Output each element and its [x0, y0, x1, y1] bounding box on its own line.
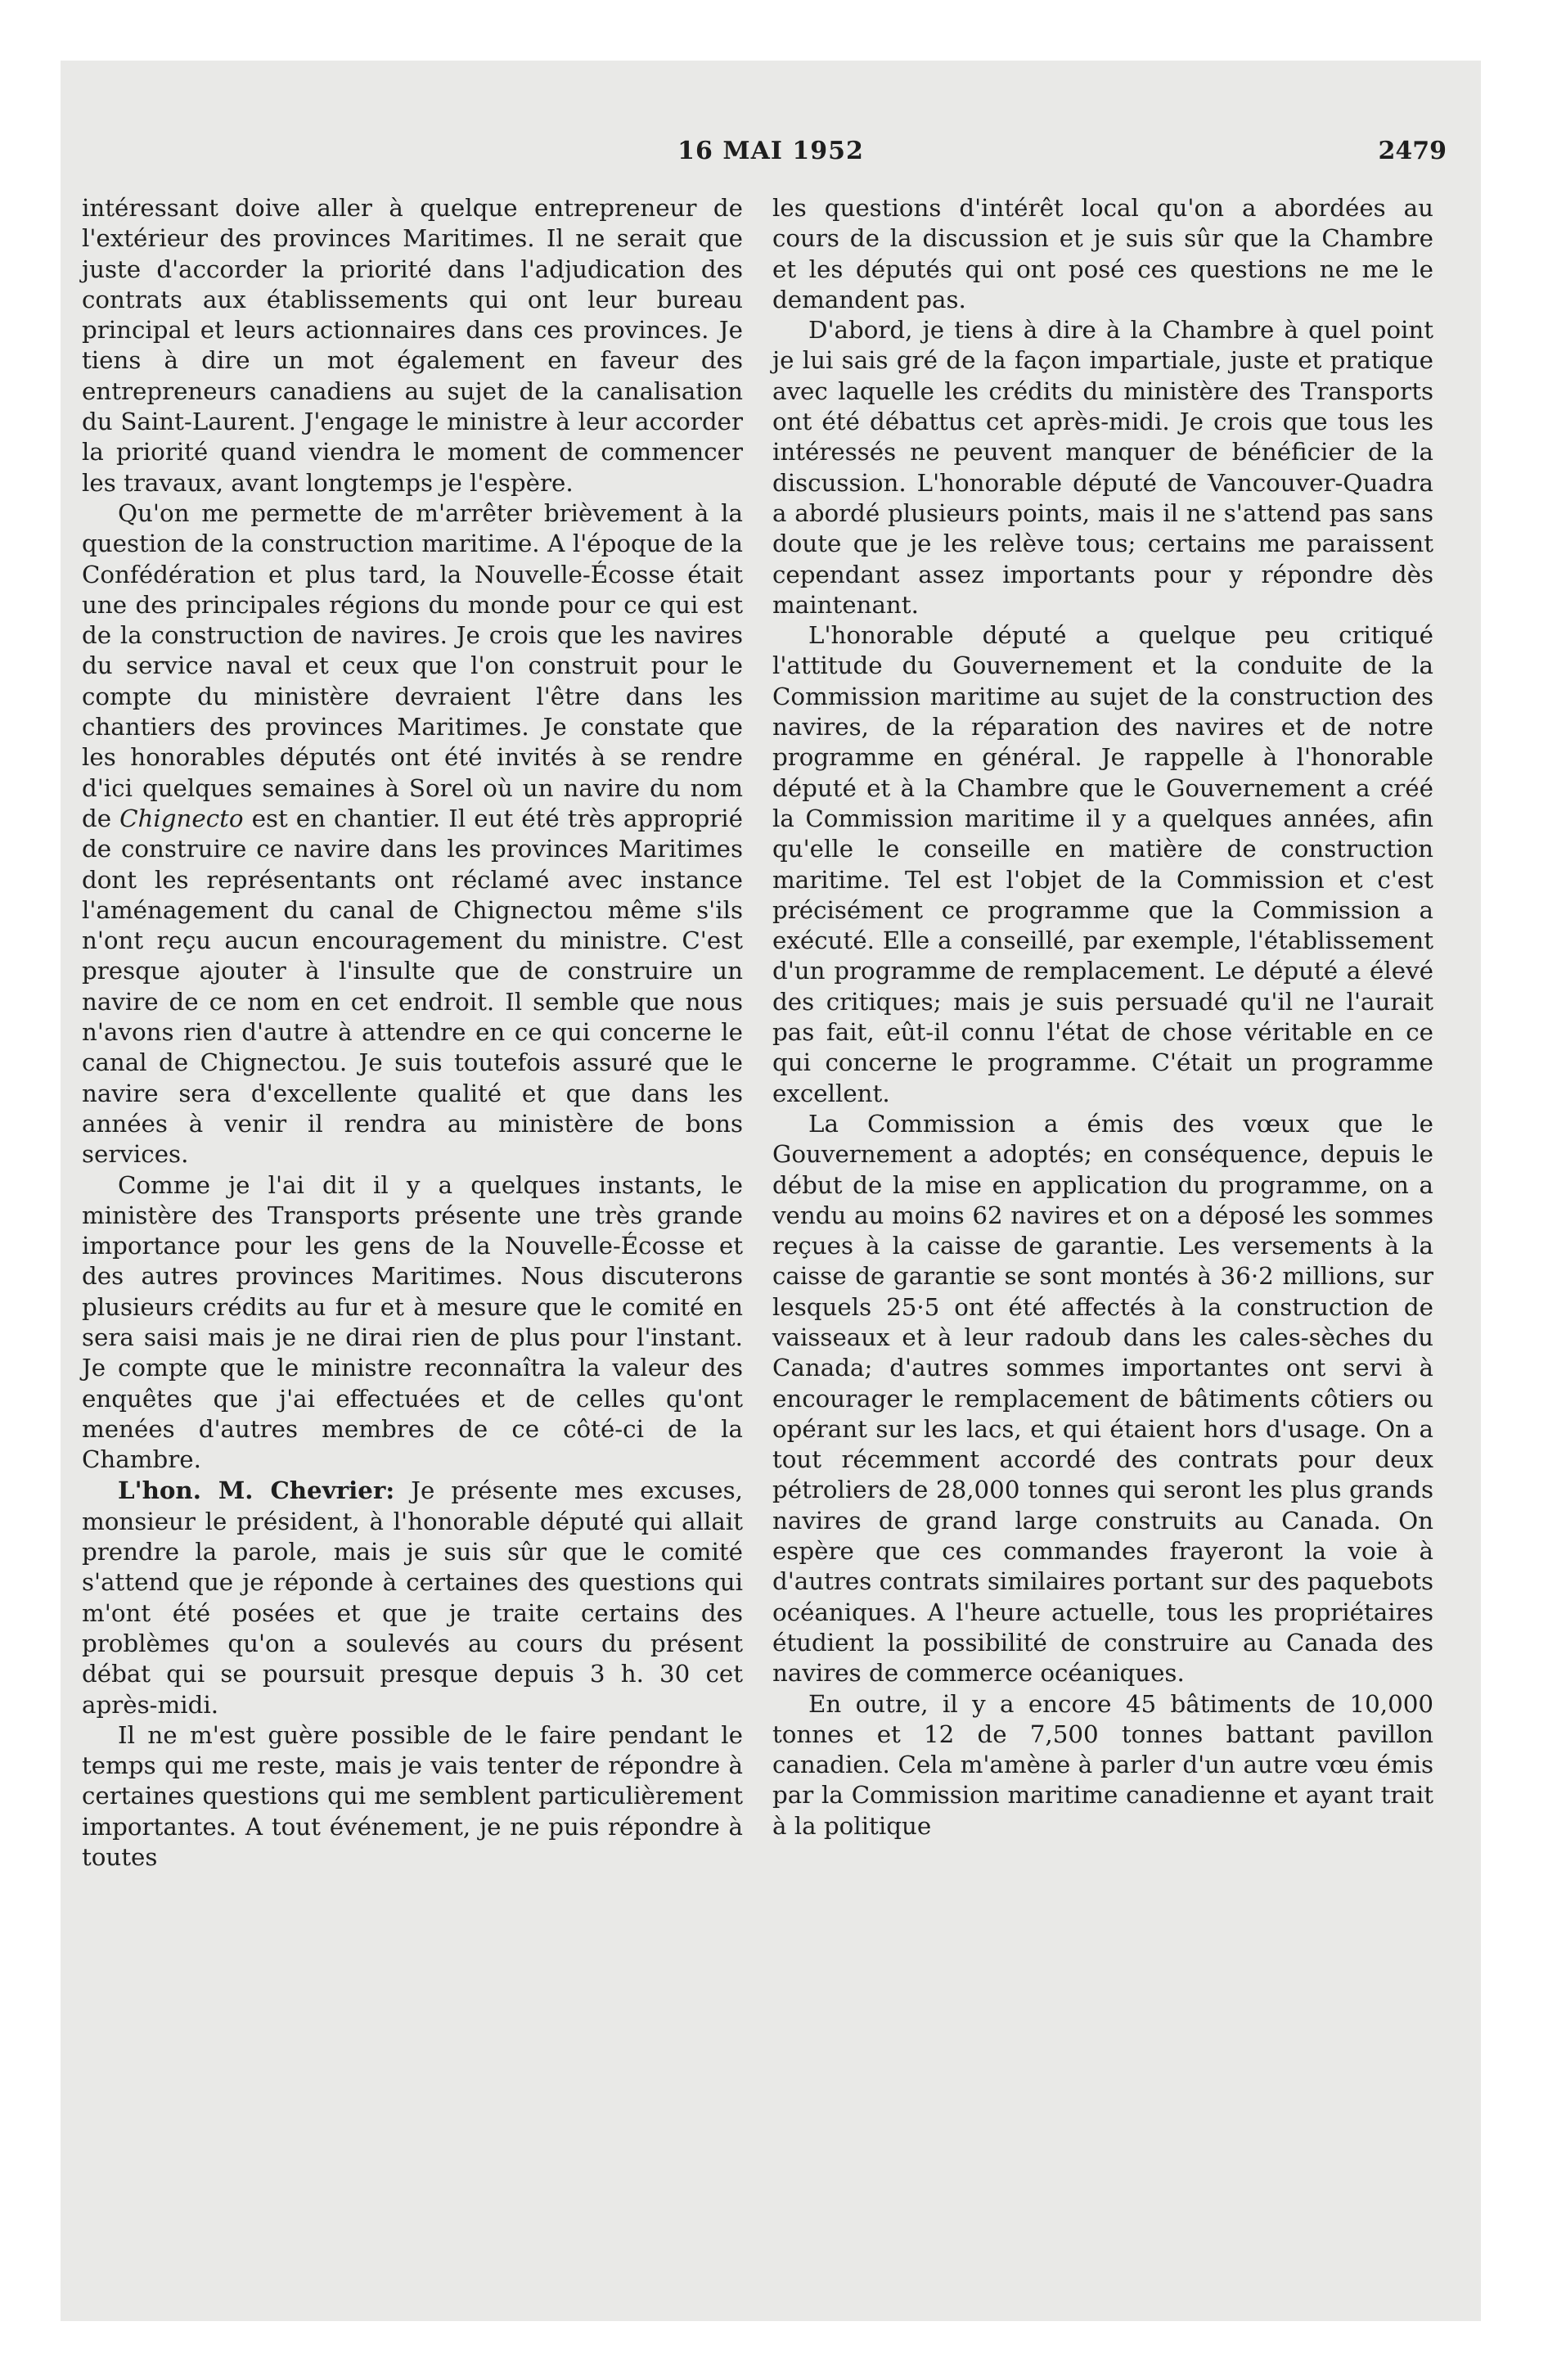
paragraph-text: est en chantier. Il eut été très approprié de construire ce navire dans les provinces Maritimes dont les représentants ont réclamé avec instance l'aménagement du canal de Chignectou même s'ils n'ont reçu aucun encouragement du ministre. C'est presque ajouter à l'insulte que de construire un navire de ce nom en cet endroit. Il semble que nous n'avons rien d'autre à attendre en ce qui concerne le canal de Chignectou. Je suis toutefois assuré que le navire sera d'excellente qualité et que dans les années à venir il rendra au ministère de bons services.	[82, 804, 743, 1169]
ship-name: Chignecto	[119, 804, 244, 832]
paragraph: Comme je l'ai dit il y a quelques instants, le ministère des Transports présente une très grande importance pour les gens de la Nouvelle-Écosse et des autres provinces Maritimes. Nous discuterons plusieurs crédits au fur et à mesure que le comité en sera saisi mais je ne dirai rien de plus pour l'instant. Je compte que le ministre reconnaîtra la valeur des enquêtes que j'ai effectuées et de celles qu'ont menées d'autres membres de ce côté-ci de la Chambre.	[82, 1170, 743, 1474]
speaker-name: L'hon. M. Chevrier:	[118, 1476, 395, 1505]
right-column	[772, 193, 1433, 1841]
paragraph-text: Qu'on me permette de m'arrêter brièvement à la question de la construction maritime. A l'époque de la Confédération et plus tard, la Nouvelle-Écosse était une des principales régions du monde pour ce qui est de la construction de navires. Je crois que les navires du service naval et ceux que l'on construit pour le compte du ministère devraient l'être dans les chantiers des provinces Maritimes. Je constate que les honorables députés ont été invités à se rendre d'ici quelques semaines à Sorel où un navire du nom de	[82, 498, 743, 832]
left-column	[82, 193, 743, 1873]
document-page	[61, 61, 1481, 2321]
paragraph: les questions d'intérêt local qu'on a abordées au cours de la discussion et je suis sûr que la Chambre et les députés qui ont posé ces questions ne me le demandent pas.	[772, 194, 1433, 313]
paragraph: En outre, il y a encore 45 bâtiments de 10,000 tonnes et 12 de 7,500 tonnes battant pavillon canadien. Cela m'amène à parler d'un autre vœu émis par la Commission maritime canadienne et ayant trait à la politique	[772, 1689, 1433, 1840]
paragraph: intéressant doive aller à quelque entrepreneur de l'extérieur des provinces Maritimes. Il ne serait que juste d'accorder la priorité dans l'adjudication des contrats aux établissements qui ont leur bureau principal et leurs actionnaires dans ces provinces. Je tiens à dire un mot également en faveur des entrepreneurs canadiens au sujet de la canalisation du Saint-Laurent. J'engage le ministre à leur accorder la priorité quand viendra le moment de commencer les travaux, avant longtemps je l'espère.	[82, 194, 743, 497]
paragraph: L'honorable député a quelque peu critiqué l'attitude du Gouvernement et la conduite de la Commission maritime au sujet de la construction des navires, de la réparation des navires et de notre programme en général. Je rappelle à l'honorable député et à la Chambre que le Gouvernement a créé la Commission maritime il y a quelques années, afin qu'elle le conseille en matière de construction maritime. Tel est l'objet de la Commission et c'est précisément ce programme que la Commission a exécuté. Elle a conseillé, par exemple, l'établissement d'un programme de remplacement. Le député a élevé des critiques; mais je suis persuadé qu'il ne l'aurait pas fait, eût-il connu l'état de chose véritable en ce qui concerne le programme. C'était un programme excellent.	[772, 621, 1433, 1107]
paragraph: D'abord, je tiens à dire à la Chambre à quel point je lui sais gré de la façon impartiale, juste et pratique avec laquelle les crédits du ministère des Transports ont été débattus cet après-midi. Je crois que tous les intéressés ne peuvent manquer de bénéficier de la discussion. L'honorable député de Vancouver-Quadra a abordé plusieurs points, mais il ne s'attend pas sans doute que je les relève tous; certains me paraissent cependant assez importants pour y répondre dès maintenant.	[772, 316, 1433, 619]
page-header	[61, 137, 1481, 169]
page-number: 2479	[1378, 137, 1447, 165]
paragraph	[82, 498, 743, 1170]
header-date: 16 MAI 1952	[677, 137, 864, 165]
paragraph-text: Je présente mes excuses, monsieur le président, à l'honorable député qui allait prendre la parole, mais je suis sûr que le comité s'attend que je réponde à certaines des questions qui m'ont été posées et que je traite certains des problèmes qu'on a soulevés au cours du présent débat qui se poursuit presque depuis 3 h. 30 cet après-midi.	[82, 1476, 743, 1719]
paragraph: La Commission a émis des vœux que le Gouvernement a adoptés; en conséquence, depuis le début de la mise en application du programme, on a vendu au moins 62 navires et on a déposé les sommes reçues à la caisse de garantie. Les versements à la caisse de garantie se sont montés à 36·2 millions, sur lesquels 25·5 ont été affectés à la construction de vaisseaux et à leur radoub dans les cales-sèches du Canada; d'autres sommes importantes ont servi à encourager le remplacement de bâtiments côtiers ou opérant sur les lacs, et qui étaient hors d'usage. On a tout récemment accordé des contrats pour deux pétroliers de 28,000 tonnes qui seront les plus grands navires de grand large construits au Canada. On espère que ces commandes frayeront la voie à d'autres contrats similaires portant sur des paquebots océaniques. A l'heure actuelle, tous les propriétaires étudient la possibilité de construire au Canada des navires de commerce océaniques.	[772, 1109, 1433, 1688]
paragraph: Il ne m'est guère possible de le faire pendant le temps qui me reste, mais je vais tenter de répondre à certaines questions qui me semblent particulièrement importantes. A tout événement, je ne puis répondre à toutes	[82, 1720, 743, 1872]
speaker-paragraph	[82, 1475, 743, 1720]
